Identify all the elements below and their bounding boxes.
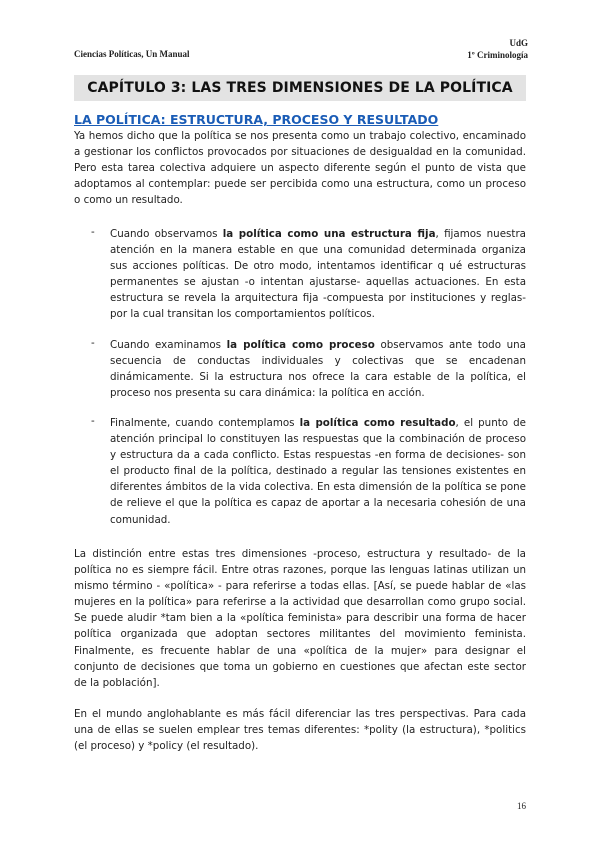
- bullet-bold-term: la política como proceso: [226, 339, 375, 351]
- section-title: LA POLÍTICA: ESTRUCTURA, PROCESO Y RESULTADO: [74, 112, 439, 127]
- bullet-text-after: , fijamos nuestra atención en la manera estable en que una comunidad determinada organiza sus acciones políticas. De otro modo, intentamos identificar q ué estructuras permanentes se ajustan -o intentan ajustarse- aquellas actuaciones. En esta estructura se revela la arquitectura fija -compuesta por instituciones y reglas-por la cual transitan los comportamientos políticos.: [110, 228, 526, 321]
- chapter-title-bar: [74, 75, 526, 101]
- running-header-left: Ciencias Políticas, Un Manual: [74, 49, 190, 59]
- bullet-process: [110, 337, 526, 401]
- bullet-marker: -: [91, 415, 95, 427]
- bullet-text-before: Finalmente, cuando contemplamos: [110, 417, 300, 429]
- bullet-marker: -: [91, 226, 95, 238]
- running-header-right: [467, 37, 528, 61]
- bullet-text-after: , el punto de atención principal lo constituyen las respuestas que la combinación de proceso y estructura da a cada conflicto. Estas respuestas -en forma de decisiones- son el producto final de la política, destinado a regular las tensiones existentes en diferentes ámbitos de la vida colectiva. En esta dimensión de la política se pone de relieve el que la política es capaz de aportar a la necesaria cohesión de una comunidad.: [110, 417, 526, 526]
- english-terms-paragraph: En el mundo anglohablante es más fácil diferenciar las tres perspectivas. Para cada una de ellas se suelen emplear tres temas diferentes: *polity (la estructura), *politics (el proceso) y *policy (el resultado).: [74, 708, 526, 753]
- bullet-bold-term: la política como una estructura fija: [222, 228, 436, 240]
- bullet-text-before: Cuando observamos: [110, 228, 223, 240]
- bullet-structure: [110, 226, 526, 323]
- page-number: 16: [517, 801, 526, 811]
- bullet-marker: -: [91, 337, 95, 349]
- header-course: 1º Criminología: [467, 50, 528, 60]
- distinction-paragraph: La distinción entre estas tres dimensiones -proceso, estructura y resultado- de la política no es siempre fácil. Entre otras razones, porque las lenguas latinas utilizan un mismo término - «política» - para referirse a todas ellas. [Así, se puede hablar de «las mujeres en la política» para referirse a la actividad que desarrollan como grupo social. Se puede aludir *tam bien a la «política feminista» para describir una forma de hacer política organizada que adoptan sectores militantes del movimiento feminista. Finalmente, es frecuente hablar de una «política de la mujer» para designar el conjunto de decisiones que toma un gobierno en cuestiones que afectan este sector de la población].: [74, 548, 526, 689]
- intro-paragraph: Ya hemos dicho que la política se nos presenta como un trabajo colectivo, encaminado a gestionar los conflictos provocados por situaciones de desigualdad en la comunidad. Pero esta tarea colectiva adquiere un aspecto diferente según el punto de vista que adoptamos al contemplar: puede ser percibida como una estructura, como un proceso o como un resultado.: [74, 130, 526, 207]
- bullet-bold-term: la política como resultado: [299, 417, 456, 429]
- header-university: UdG: [509, 38, 528, 48]
- bullet-result: [110, 415, 526, 528]
- bullet-text-before: Cuando examinamos: [110, 339, 227, 351]
- bullet-text-after: observamos ante todo una secuencia de conductas individuales y colectivas que se encadenan dinámicamente. Si la estructura nos ofrece la cara estable de la política, el proceso nos presenta su cara dinámica: la política en acción.: [110, 339, 526, 400]
- chapter-title: CAPÍTULO 3: LAS TRES DIMENSIONES DE LA POLÍTICA: [87, 80, 513, 96]
